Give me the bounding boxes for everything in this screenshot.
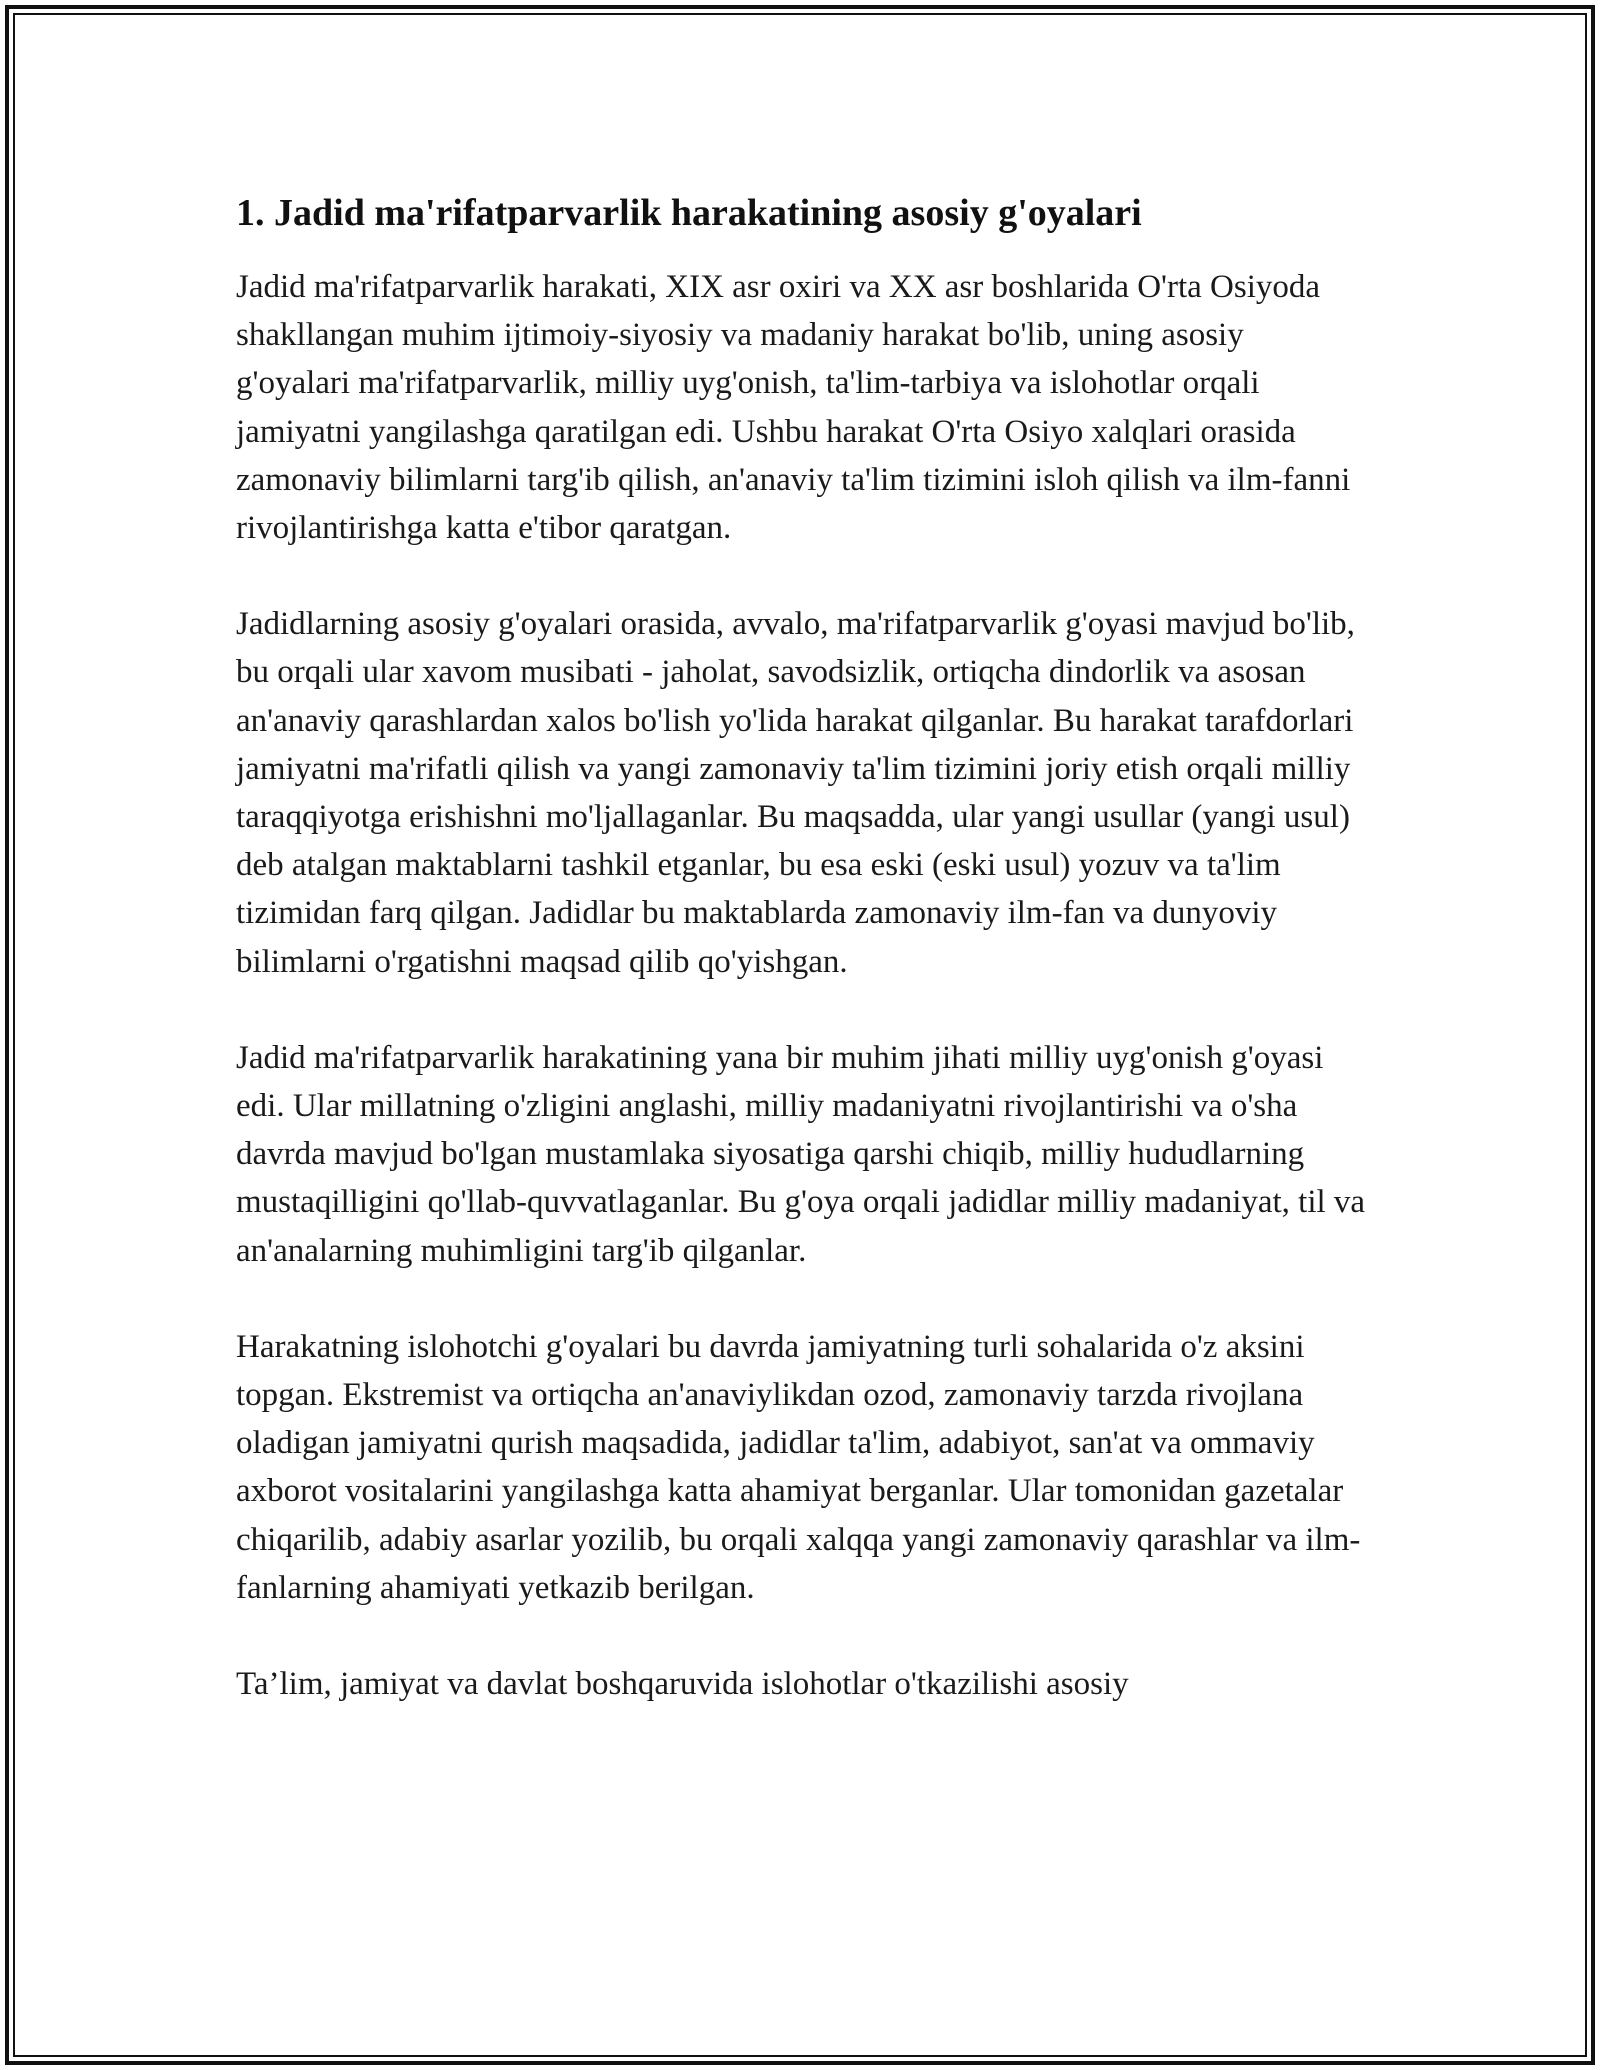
- paragraph-3: Jadid ma'rifatparvarlik harakatining yana bir muhim jihati milliy uyg'onish g'oyasi edi. Ular millatning o'zligini anglashi, milliy madaniyatni rivojlantirishi va o'sha davrda mavjud bo'lgan mustamlaka siyosatiga qarshi chiqib, milliy hududlarning mustaqilligini qo'llab-quvvatlaganlar. Bu g'oya orqali jadidlar milliy madaniyat, til va an'analarning muhimligini targ'ib qilganlar.: [236, 1039, 1366, 1269]
- paragraph-5: Ta’lim, jamiyat va davlat boshqaruvida islohotlar o'tkazilishi asosiy: [236, 1666, 1129, 1703]
- paragraph-2: Jadidlarning asosiy g'oyalari orasida, avvalo, ma'rifatparvarlik g'oyasi mavjud bo'lib, bu orqali ular xavom musibati - jaholat, savodsizlik, ortiqcha dindorlik va asosan an'anaviy qarashlardan xalos bo'lish yo'lida harakat qilganlar. Bu harakat tarafdorlari jamiyatni ma'rifatli qilish va yangi zamonaviy ta'lim tizimini joriy etish orqali milliy taraqqiyotga erishishni mo'ljallaganlar. Bu maqsadda, ular yangi usullar (yangi usul) deb atalgan maktablarni tashkil etganlar, bu esa eski (eski usul) yozuv va ta'lim tizimidan farq qilgan. Jadidlar bu maktablarda zamonaviy ilm-fan va dunyoviy bilimlarni o'rgatishni maqsad qilib qo'yishgan.: [236, 606, 1355, 980]
- document-page: [236, 185, 1366, 1756]
- paragraph-4: Harakatning islohotchi g'oyalari bu davrda jamiyatning turli sohalarida o'z aksini topgan. Ekstremist va ortiqcha an'anaviylikdan ozod, zamonaviy tarzda rivojlana oladigan jamiyatni qurish maqsadida, jadidlar ta'lim, adabiyot, san'at va ommaviy axborot vositalarini yangilashga katta ahamiyat berganlar. Ular tomonidan gazetalar chiqarilib, adabiy asarlar yozilib, bu orqali xalqqa yangi zamonaviy qarashlar va ilm-fanlarning ahamiyati yetkazib berilgan.: [236, 1328, 1361, 1606]
- section-heading: 1. Jadid ma'rifatparvarlik harakatining asosiy g'oyalari: [236, 192, 1142, 234]
- paragraph-1: Jadid ma'rifatparvarlik harakati, XIX asr oxiri va XX asr boshlarida O'rta Osiyoda shakllangan muhim ijtimoiy-siyosiy va madaniy harakat bo'lib, uning asosiy g'oyalari ma'rifatparvarlik, milliy uyg'onish, ta'lim-tarbiya va islohotlar orqali jamiyatni yangilashga qaratilgan edi. Ushbu harakat O'rta Osiyo xalqlari orasida zamonaviy bilimlarni targ'ib qilish, an'anaviy ta'lim tizimini isloh qilish va ilm-fanni rivojlantirishga katta e'tibor qaratgan.: [236, 269, 1351, 547]
